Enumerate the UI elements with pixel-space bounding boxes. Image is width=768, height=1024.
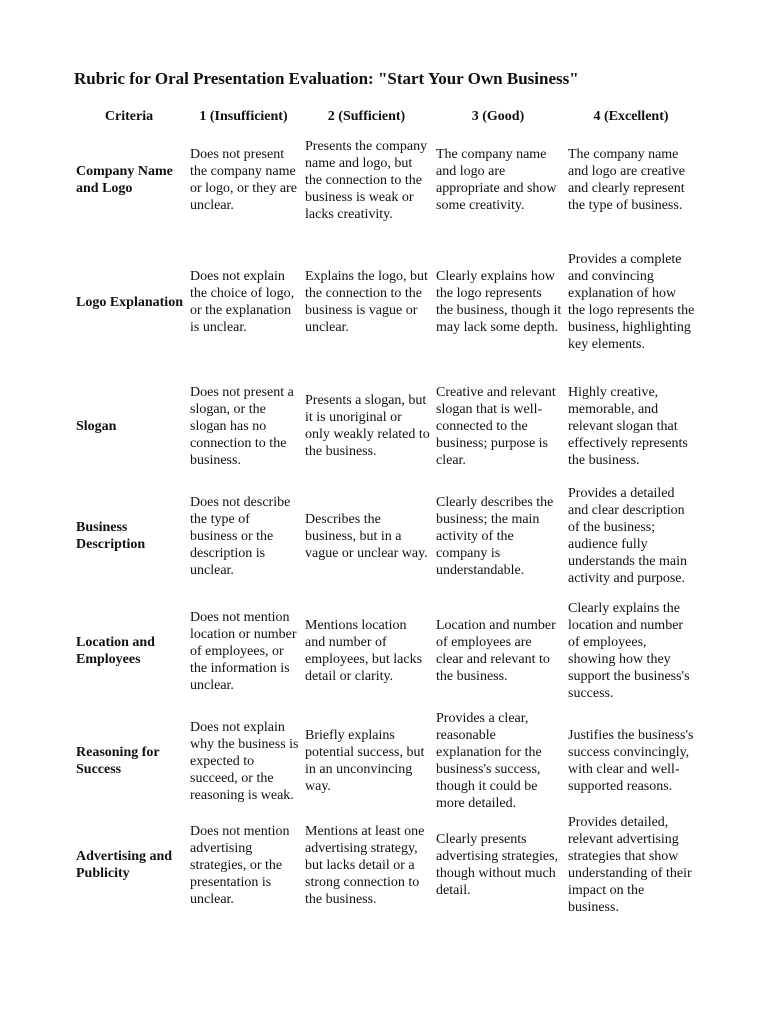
- level-2-cell: Describes the business, but in a vague or unclear way.: [305, 511, 428, 561]
- criteria-cell: Logo Explanation: [76, 294, 183, 310]
- table-row: [72, 373, 698, 479]
- level-2-cell: Explains the logo, but the connection to the business is vague or unclear.: [305, 269, 428, 335]
- level-3-cell: Creative and relevant slogan that is well-connected to the business; purpose is clear.: [436, 384, 556, 468]
- level-4-cell: Highly creative, memorable, and relevant slogan that effectively represents the business.: [568, 384, 688, 468]
- criteria-cell: Slogan: [76, 418, 117, 434]
- level-3-cell: Clearly explains how the logo represents the business, though it may lack some depth.: [436, 269, 562, 335]
- level-1-cell: Does not present the company name or logo, or they are unclear.: [190, 147, 297, 213]
- level-2-cell: Presents a slogan, but it is unoriginal or only weakly related to the business.: [305, 393, 430, 459]
- level-4-cell: Provides a complete and convincing explanation of how the logo represents the business, highlighting key elements.: [568, 252, 695, 352]
- level-4-cell: The company name and logo are creative and clearly represent the type of business.: [568, 147, 685, 213]
- level-3-cell: The company name and logo are appropriate and show some creativity.: [436, 147, 557, 213]
- level-3-cell: Clearly describes the business; the main activity of the company is understandable.: [436, 494, 554, 578]
- header-level-4: 4 (Excellent): [593, 108, 669, 124]
- level-1-cell: Does not explain the choice of logo, or the explanation is unclear.: [190, 269, 295, 335]
- level-1-cell: Does not describe the type of business or the description is unclear.: [190, 494, 291, 578]
- rubric-table: [72, 103, 698, 917]
- criteria-cell: Advertising and Publicity: [76, 849, 173, 881]
- level-4-cell: Provides a detailed and clear description of the business; audience fully understands the main activity and purpose.: [568, 486, 687, 586]
- level-2-cell: Mentions at least one advertising strategy, but lacks detail or a strong connection to the business.: [305, 823, 425, 907]
- header-level-3: 3 (Good): [471, 108, 525, 124]
- level-3-cell: Provides a clear, reasonable explanation for the business's success, though it could be more detailed.: [436, 711, 542, 811]
- level-4-cell: Provides detailed, relevant advertising strategies that show understanding of their impact on the business.: [568, 815, 692, 915]
- level-2-cell: Presents the company name and logo, but the connection to the business is weak or lacks creativity.: [305, 138, 428, 222]
- level-4-cell: Justifies the business's success convincingly, with clear and well-supported reasons.: [568, 728, 694, 794]
- level-3-cell: Clearly presents advertising strategies, though without much detail.: [436, 832, 559, 898]
- header-level-1: 1 (Insufficient): [199, 108, 288, 124]
- table-row: [72, 593, 698, 709]
- level-1-cell: Does not mention location or number of employees, or the information is unclear.: [190, 609, 297, 693]
- header-criteria: Criteria: [104, 108, 154, 124]
- table-row: [72, 231, 698, 373]
- criteria-cell: Location and Employees: [76, 635, 155, 667]
- table-row: [72, 709, 698, 813]
- header-level-2: 2 (Sufficient): [327, 108, 406, 124]
- header-row: [72, 103, 698, 129]
- table-row: [72, 813, 698, 917]
- level-1-cell: Does not present a slogan, or the slogan has no connection to the business.: [190, 384, 294, 468]
- criteria-cell: Reasoning for Success: [76, 745, 160, 777]
- level-2-cell: Briefly explains potential success, but in an unconvincing way.: [305, 728, 425, 794]
- level-4-cell: Clearly explains the location and number of employees, showing how they support the business's success.: [568, 601, 690, 701]
- level-1-cell: Does not mention advertising strategies, or the presentation is unclear.: [190, 823, 290, 907]
- criteria-cell: Company Name and Logo: [76, 164, 173, 196]
- table-row: [72, 479, 698, 593]
- level-1-cell: Does not explain why the business is expected to succeed, or the reasoning is weak.: [190, 719, 299, 803]
- table-row: [72, 129, 698, 231]
- level-2-cell: Mentions location and number of employees, but lacks detail or clarity.: [305, 618, 423, 684]
- level-3-cell: Location and number of employees are clear and relevant to the business.: [436, 618, 556, 684]
- criteria-cell: Business Description: [76, 520, 146, 552]
- document-title: Rubric for Oral Presentation Evaluation: "Start Your Own Business": [74, 69, 579, 88]
